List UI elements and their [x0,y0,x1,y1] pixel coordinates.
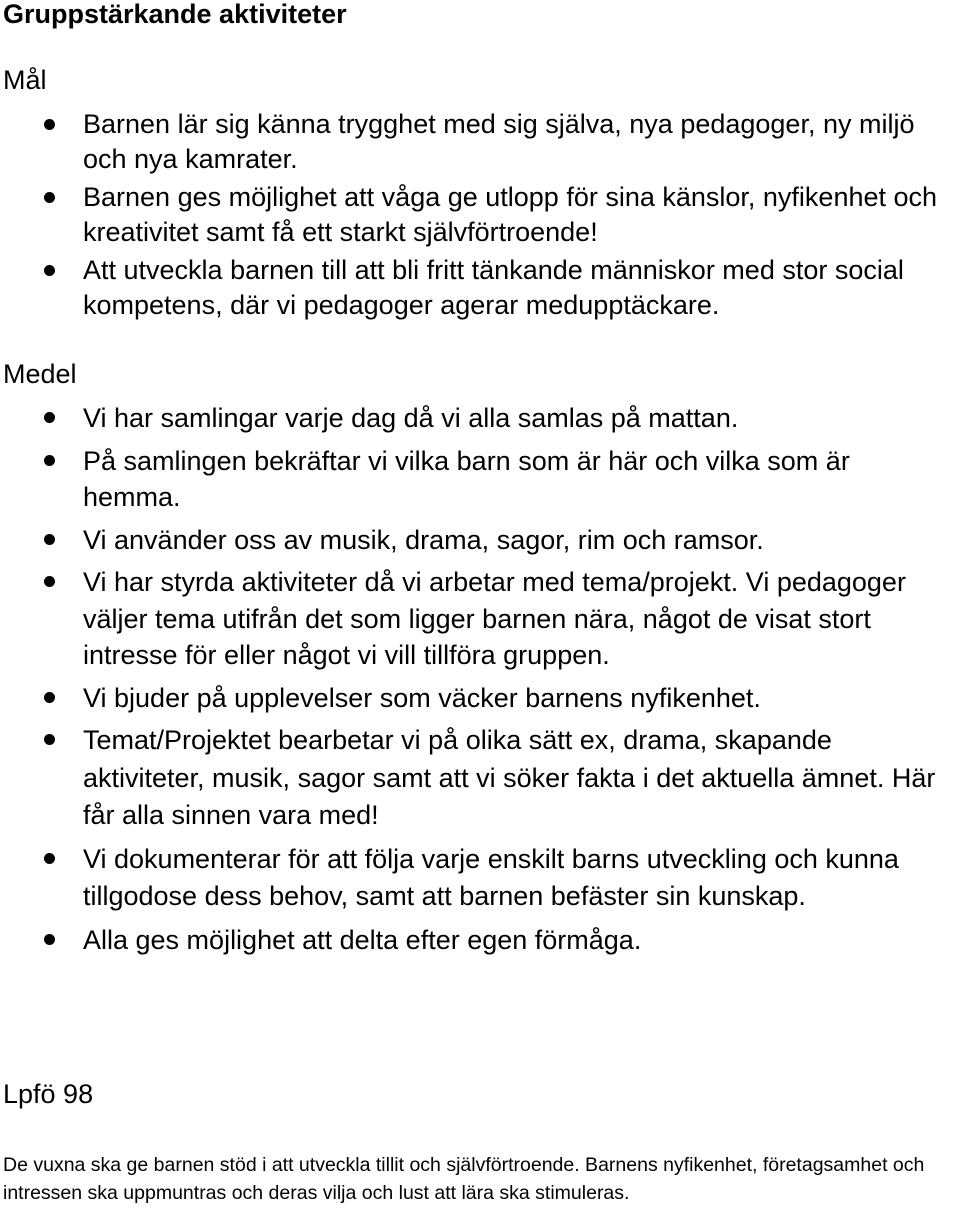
list-item-text: Temat/Projektet bearbetar vi på olika sätt ex, drama, skapande aktiviteter, musik, sagor samt att vi söker fakta i det aktuella ämnet. Här får alla sinnen vara med! [83,725,936,830]
list-item [0,841,960,916]
list-item-text: Vi har samlingar varje dag då vi alla samlas på mattan. [83,403,739,433]
bullet-icon [44,576,55,587]
list-item [0,253,960,323]
page-title: Gruppstärkande aktiviteter [3,0,347,29]
footer-heading: Lpfö 98 [3,1079,94,1109]
list-item [0,107,960,177]
list-item [0,522,960,559]
bullet-icon [44,455,55,466]
list-item-text: Vi bjuder på upplevelser som väcker barnens nyfikenhet. [83,682,761,713]
bullet-icon [44,734,55,745]
section-heading-mal: Mål [3,65,47,95]
bullet-icon [44,534,55,545]
list-item-text: Att utveckla barnen till att bli fritt tänkande människor med stor social kompetens, där vi pedagoger agerar medupptäckare. [83,255,904,320]
list-item-text: Vi har styrda aktiviteter då vi arbetar med tema/projekt. Vi pedagoger väljer tema utifrån det som ligger barnen nära, något de visat stort intresse för eller något vi vill tillföra gruppen. [83,567,906,670]
bullet-icon [44,192,55,203]
bullet-icon [44,934,55,945]
bullet-icon [44,853,55,864]
bullet-icon [44,265,55,276]
footer-text: De vuxna ska ge barnen stöd i att utveckla tillit och självförtroende. Barnens nyfikenhet, företagsamhet och intressen ska uppmuntras och deras vilja och lust att lära ska stimuleras. [3,1154,925,1204]
list-item [0,564,960,674]
list-item [0,180,960,250]
list-item-text: Vi använder oss av musik, drama, sagor, rim och ramsor. [83,524,764,555]
bullet-icon [44,412,55,423]
list-item-text: Barnen lär sig känna trygghet med sig själva, nya pedagoger, ny miljö och nya kamrater. [83,109,915,174]
bullet-icon [44,692,55,703]
list-item-text: På samlingen bekräftar vi vilka barn som är här och vilka som är hemma. [83,445,850,512]
list-item [0,680,960,717]
list-item-text: Barnen ges möjlighet att våga ge utlopp för sina känslor, nyfikenhet och kreativitet samt få ett starkt självförtroende! [83,182,938,247]
list-item [0,400,960,437]
list-item [0,722,960,835]
goals-list [0,107,960,326]
section-heading-medel: Medel [3,359,77,389]
list-item-text: Vi dokumenterar för att följa varje enskilt barns utveckling och kunna tillgodose dess behov, samt att barnen befäster sin kunskap. [83,843,899,911]
bullet-icon [44,119,55,130]
list-item [0,443,960,516]
list-item-text: Alla ges möjlighet att delta efter egen förmåga. [83,924,642,955]
methods-list [0,400,960,964]
list-item [0,922,960,959]
